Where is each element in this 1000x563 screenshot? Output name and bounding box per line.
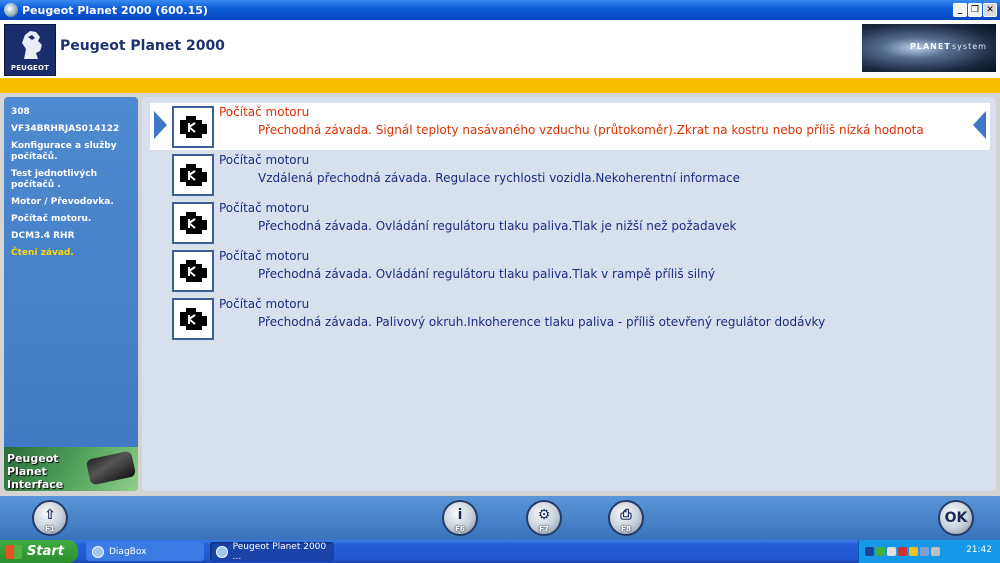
app-title: Peugeot Planet 2000 — [60, 38, 225, 54]
start-button[interactable] — [0, 540, 78, 563]
app-icon — [4, 3, 18, 17]
fault-computer-name: Počítač motoru — [219, 105, 310, 119]
engine-ecu-icon — [174, 252, 212, 290]
ok-button[interactable] — [938, 500, 974, 536]
fault-description: Přechodná závada. Signál teploty nasávaného vzduchu (průtokoměr).Zkrat na kostru nebo příliš nízká hodnota — [258, 123, 924, 137]
sidebar-item-vehicle[interactable]: 308 — [11, 107, 30, 117]
sidebar-item-engine-gearbox[interactable]: Motor / Převodovka. — [11, 197, 114, 207]
function-key-label: F1 — [45, 525, 55, 533]
bottom-toolbar — [0, 496, 1000, 540]
fault-description: Vzdálená přechodná závada. Regulace rychlosti vozidla.Nekoherentní informace — [258, 171, 740, 185]
planet-logo-subtext: system — [952, 42, 987, 51]
peugeot-logo — [4, 24, 56, 76]
start-label: Start — [27, 544, 64, 559]
sidebar-item-ecu-model[interactable]: DCM3.4 RHR — [11, 231, 75, 241]
close-button[interactable]: ✕ — [983, 3, 997, 17]
selection-arrow-right-icon — [973, 111, 986, 139]
interface-panel — [4, 447, 138, 491]
system-tray — [858, 540, 1000, 563]
ecu-icon-box — [172, 298, 214, 340]
ecu-icon-box — [172, 154, 214, 196]
fault-list-panel — [142, 97, 996, 491]
function-key-label: F7 — [539, 525, 549, 533]
fault-row[interactable] — [150, 151, 990, 198]
ecu-icon-box — [172, 106, 214, 148]
planet-icon — [216, 546, 228, 558]
fault-row[interactable] — [150, 103, 990, 150]
fault-list — [142, 97, 996, 342]
sidebar-item-vin[interactable]: VF34BRHRJAS014122 — [11, 124, 120, 134]
engine-ecu-icon — [174, 300, 212, 338]
taskbar — [0, 540, 1000, 563]
sidebar-item-read-faults[interactable]: Čtení závad. — [11, 248, 74, 258]
planet-logo-text: PLANET — [910, 42, 951, 51]
tool-icon: ⚙ — [537, 507, 551, 523]
tray-app-icon[interactable] — [931, 547, 940, 556]
fault-description: Přechodná závada. Ovládání regulátoru tlaku paliva.Tlak v rampě příliš silný — [258, 267, 716, 281]
fault-computer-name: Počítač motoru — [219, 297, 310, 311]
fault-row[interactable] — [150, 247, 990, 294]
network-icon[interactable] — [865, 547, 874, 556]
planet-system-logo — [862, 24, 996, 72]
engine-ecu-icon — [174, 156, 212, 194]
sidebar-item-engine-computer[interactable]: Počítač motoru. — [11, 214, 92, 224]
security-icon[interactable] — [898, 547, 907, 556]
info-icon: i — [457, 507, 463, 523]
function-key-label: F8 — [621, 525, 631, 533]
window-title-bar[interactable] — [0, 0, 1000, 20]
ecu-icon-box — [172, 250, 214, 292]
arrow-up-icon: ⇧ — [44, 507, 56, 523]
f1-button[interactable] — [32, 500, 68, 536]
fault-description: Přechodná závada. Palivový okruh.Inkoherence tlaku paliva - příliš otevřený regulátor dodávky — [258, 315, 826, 329]
interface-label: Peugeot Planet Interface — [7, 452, 64, 491]
tray-app-icon[interactable] — [887, 547, 896, 556]
restore-button[interactable]: ❐ — [968, 3, 982, 17]
sidebar — [4, 97, 138, 491]
clock: 21:42 — [966, 545, 992, 555]
tray-app-icon[interactable] — [876, 547, 885, 556]
fault-computer-name: Počítač motoru — [219, 249, 310, 263]
header-accent-band — [0, 78, 1000, 93]
main-area — [0, 93, 1000, 496]
diagbox-icon — [92, 546, 104, 558]
taskbar-item-diagbox[interactable] — [86, 542, 204, 561]
engine-ecu-icon — [174, 108, 212, 146]
f8-button[interactable] — [608, 500, 644, 536]
sidebar-item-test-computers[interactable]: Test jednotlivých počítačů . — [11, 169, 98, 190]
ok-icon: OK — [944, 510, 968, 526]
interface-device-icon — [86, 451, 136, 486]
taskbar-item-label: Peugeot Planet 2000 ... — [232, 541, 327, 562]
printer-icon: ⎙ — [620, 507, 632, 523]
volume-icon[interactable] — [920, 547, 929, 556]
function-key-label: F6 — [455, 525, 465, 533]
f7-button[interactable] — [526, 500, 562, 536]
app-header — [0, 20, 1000, 78]
sidebar-item-configuration[interactable]: Konfigurace a služby počítačů. — [11, 141, 117, 162]
peugeot-brand-text: PEUGEOT — [10, 64, 50, 72]
ecu-icon-box — [172, 202, 214, 244]
minimize-button[interactable]: _ — [953, 3, 967, 17]
fault-description: Přechodná závada. Ovládání regulátoru tlaku paliva.Tlak je nižší než požadavek — [258, 219, 737, 233]
window-title: Peugeot Planet 2000 (600.15) — [22, 3, 208, 17]
fault-computer-name: Počítač motoru — [219, 153, 310, 167]
f6-button[interactable] — [442, 500, 478, 536]
windows-flag-icon — [6, 545, 22, 559]
fault-computer-name: Počítač motoru — [219, 201, 310, 215]
selection-arrow-left-icon — [154, 111, 167, 139]
taskbar-item-planet[interactable] — [210, 542, 334, 561]
lion-icon — [16, 29, 46, 61]
taskbar-item-label: DiagBox — [109, 546, 147, 557]
window-controls — [953, 3, 997, 17]
engine-ecu-icon — [174, 204, 212, 242]
tray-app-icon[interactable] — [909, 547, 918, 556]
breadcrumb-list — [4, 97, 138, 259]
fault-row[interactable] — [150, 295, 990, 342]
fault-row[interactable] — [150, 199, 990, 246]
